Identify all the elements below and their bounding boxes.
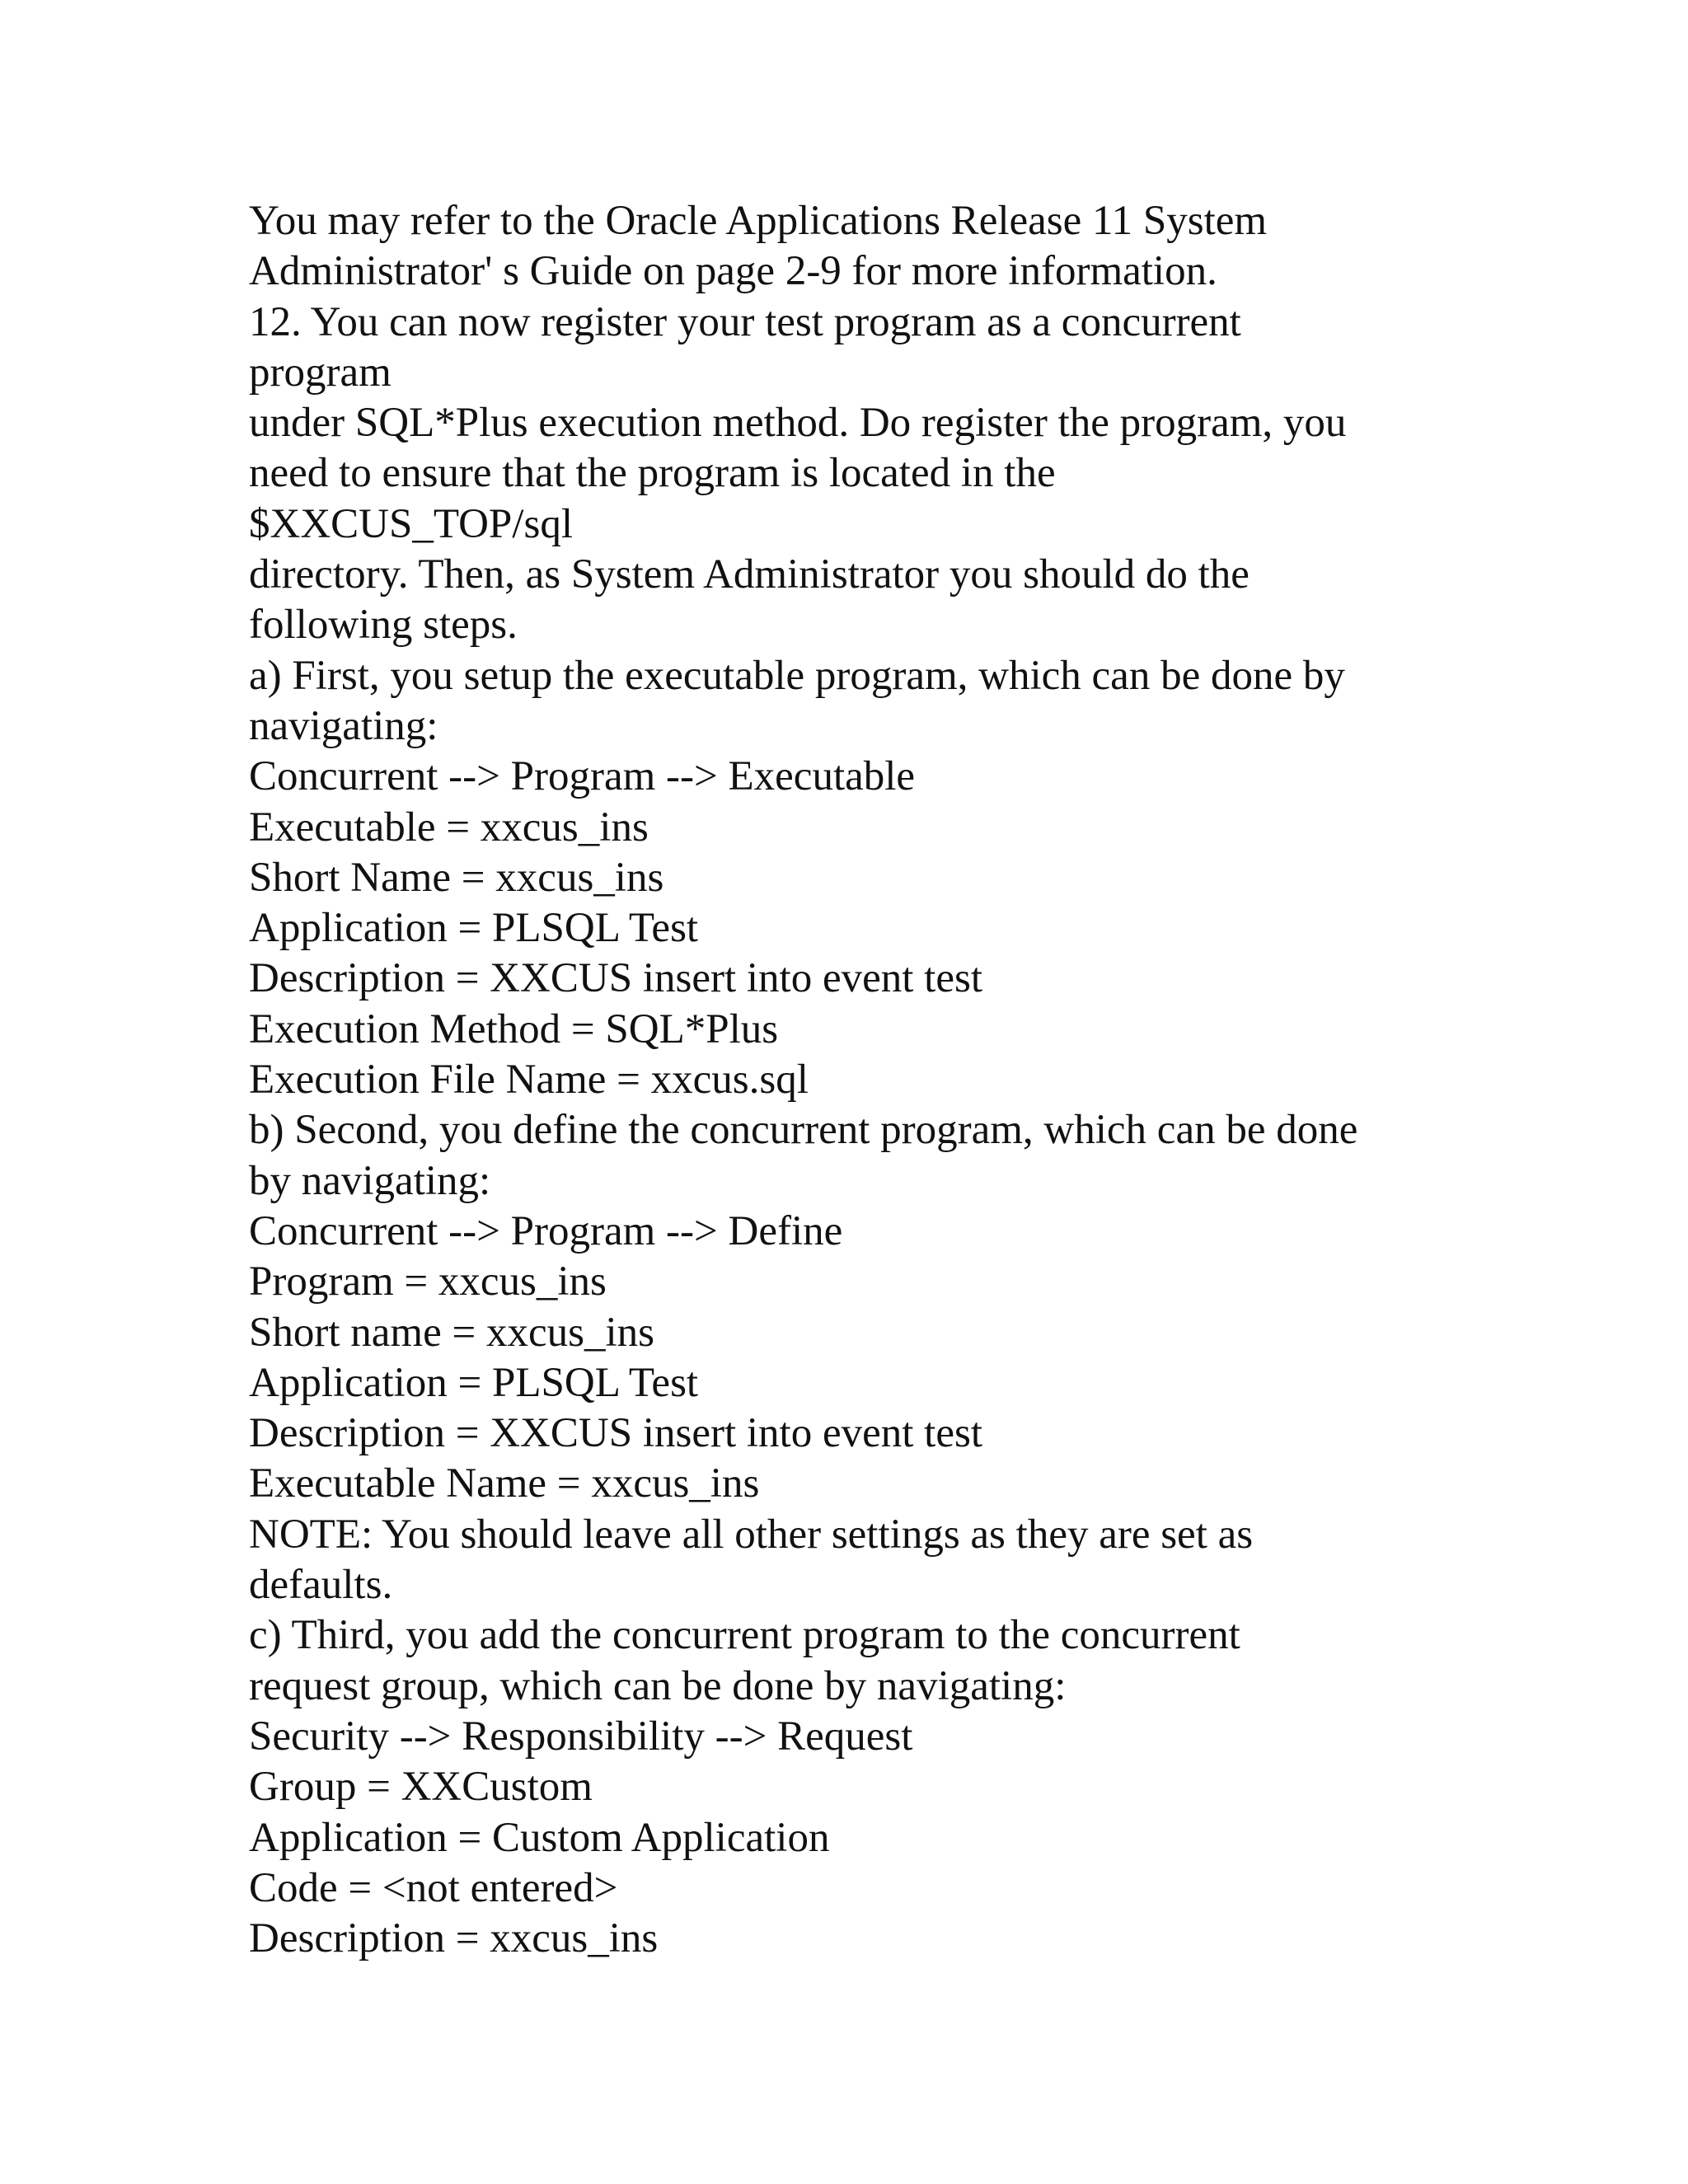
text-line: Group = XXCustom bbox=[249, 1764, 593, 1811]
text-line: request group, which can be done by navigating: bbox=[249, 1662, 1067, 1709]
text-line: Execution Method = SQL*Plus bbox=[249, 1005, 779, 1052]
text-line: Description = XXCUS insert into event test bbox=[249, 1410, 982, 1457]
text-line: defaults. bbox=[249, 1562, 393, 1609]
text-line: Program = xxcus_ins bbox=[249, 1258, 607, 1305]
text-line: $XXCUS_TOP/sql bbox=[249, 500, 573, 547]
text-line: navigating: bbox=[249, 702, 438, 749]
text-line: Concurrent --> Program --> Executable bbox=[249, 753, 916, 800]
text-line: program bbox=[249, 349, 392, 396]
text-line: NOTE: You should leave all other settings as they are set as bbox=[249, 1511, 1254, 1558]
text-line: Description = XXCUS insert into event test bbox=[249, 955, 982, 1002]
text-line: Executable Name = xxcus_ins bbox=[249, 1460, 760, 1507]
text-line: Code = <not entered> bbox=[249, 1864, 618, 1911]
text-line: Application = Custom Application bbox=[249, 1814, 830, 1861]
text-line: Administrator' s Guide on page 2-9 for more information. bbox=[249, 248, 1217, 295]
text-line: Description = xxcus_ins bbox=[249, 1915, 659, 1962]
text-line: Application = PLSQL Test bbox=[249, 905, 699, 952]
text-line: Execution File Name = xxcus.sql bbox=[249, 1057, 809, 1104]
text-line: c) Third, you add the concurrent program to the concurrent bbox=[249, 1612, 1240, 1659]
text-line: b) Second, you define the concurrent program, which can be done bbox=[249, 1107, 1358, 1154]
text-line: by navigating: bbox=[249, 1157, 491, 1204]
text-line: You may refer to the Oracle Applications Release 11 System bbox=[249, 198, 1268, 244]
text-line: Short name = xxcus_ins bbox=[249, 1309, 654, 1356]
text-line: a) First, you setup the executable program, which can be done by bbox=[249, 652, 1345, 699]
text-line: following steps. bbox=[249, 602, 518, 649]
text-line: Concurrent --> Program --> Define bbox=[249, 1207, 843, 1254]
text-line: Executable = xxcus_ins bbox=[249, 804, 649, 851]
text-line: need to ensure that the program is located in the bbox=[249, 450, 1056, 497]
text-line: Short Name = xxcus_ins bbox=[249, 854, 664, 901]
text-line: under SQL*Plus execution method. Do register the program, you bbox=[249, 400, 1347, 447]
text-line: 12. You can now register your test program as a concurrent bbox=[249, 298, 1241, 345]
text-line: Application = PLSQL Test bbox=[249, 1359, 699, 1406]
text-line: Security --> Responsibility --> Request bbox=[249, 1713, 913, 1760]
text-line: directory. Then, as System Administrator you should do the bbox=[249, 551, 1250, 598]
document-body-text bbox=[249, 196, 1485, 1964]
